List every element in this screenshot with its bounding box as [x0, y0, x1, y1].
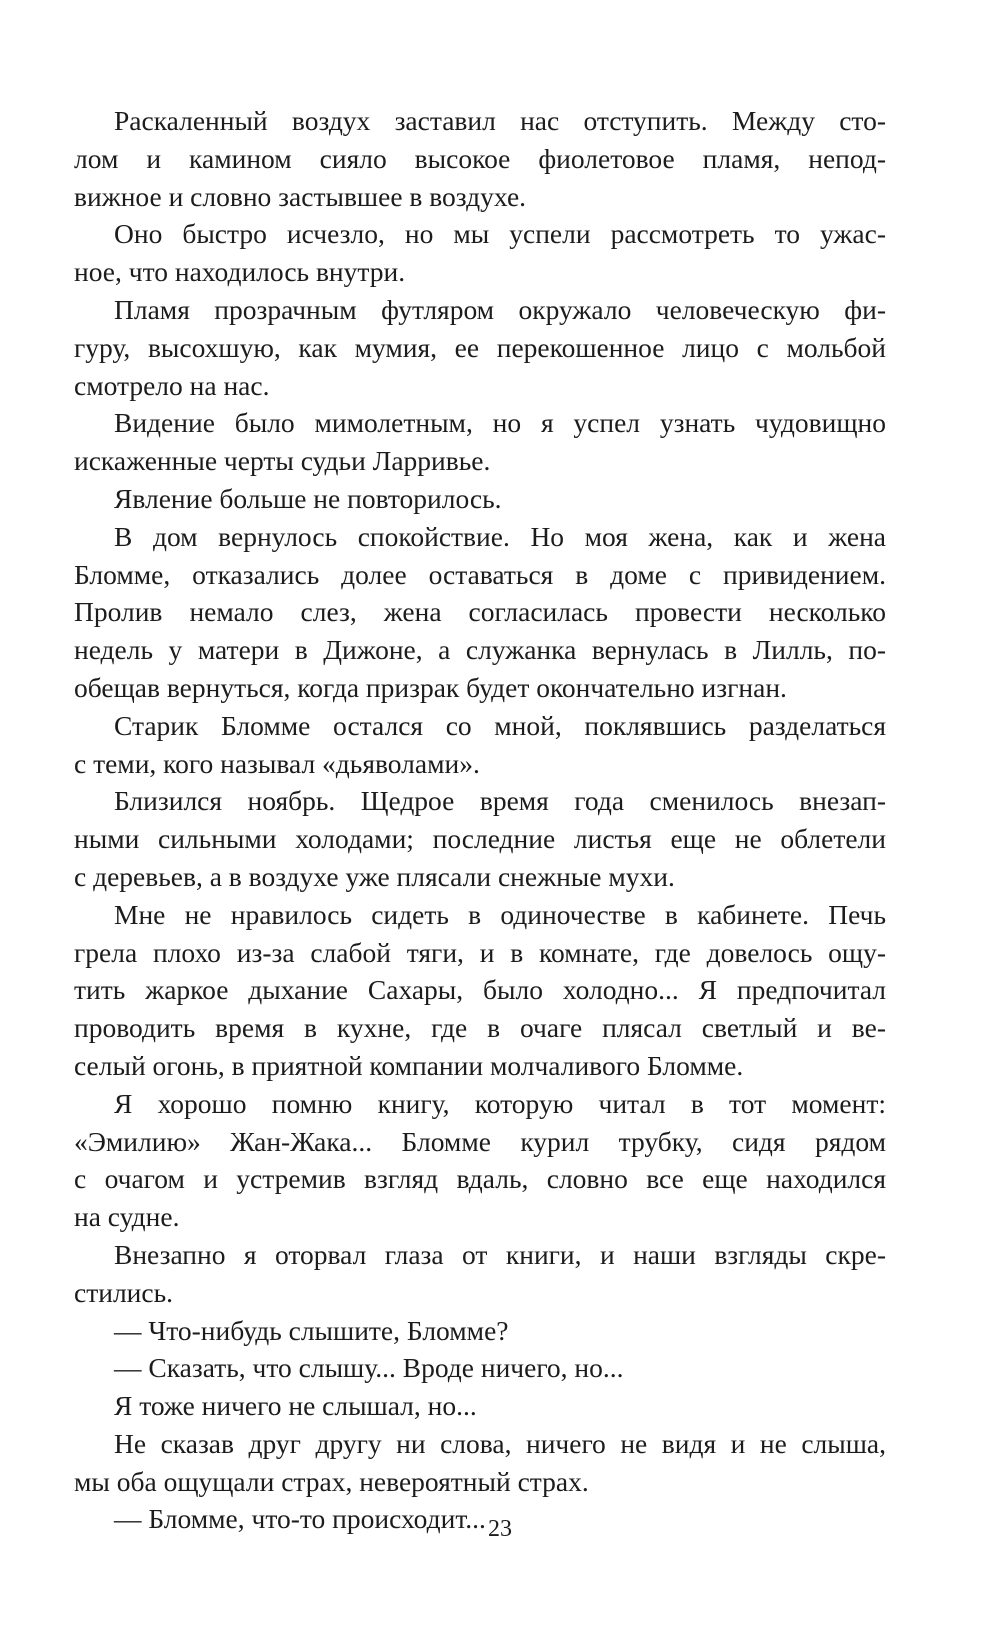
text-line: Я тоже ничего не слышал, но...	[114, 1390, 477, 1422]
text-line: Близился ноябрь. Щедрое время года сменилось внезап-	[114, 785, 886, 817]
text-line: Не сказав друг другу ни слова, ничего не видя и не слыша,	[114, 1427, 886, 1459]
text-line: Видение было мимолетным, но я успел узнать чудовищно	[114, 407, 886, 439]
text-line: смотрело на нас.	[74, 369, 270, 401]
text-line: Мне не нравилось сидеть в одиночестве в кабинете. Печь	[114, 898, 886, 930]
text-line: Пролив немало слез, жена согласилась провести несколько	[74, 596, 886, 628]
page-number: 23	[488, 1516, 512, 1542]
text-line: лом и камином сияло высокое фиолетовое пламя, непод-	[74, 142, 886, 174]
text-line: стились.	[74, 1276, 174, 1308]
text-line: Раскаленный воздух заставил нас отступить. Между сто-	[114, 105, 886, 136]
text-line: Явление больше не повторилось.	[114, 482, 502, 514]
text-line: Внезапно я оторвал глаза от книги, и наши взгляды скре-	[114, 1238, 886, 1270]
text-line: Бломме, отказались долее оставаться в доме с привидением.	[74, 558, 886, 590]
text-line: недель у матери в Дижоне, а служанка вернулась в Лилль, по-	[74, 634, 886, 666]
text-line: проводить время в кухне, где в очаге плясал светлый и ве-	[74, 1012, 886, 1044]
text-line: — Бломме, что-то происходит...	[114, 1503, 486, 1535]
text-line: Старик Бломме остался со мной, поклявшись разделаться	[114, 709, 886, 741]
text-line: с деревьев, а в воздухе уже плясали снежные мухи.	[74, 860, 675, 892]
text-line: — Что-нибудь слышите, Бломме?	[114, 1314, 509, 1346]
text-line: вижное и словно застывшее в воздухе.	[74, 180, 527, 212]
text-line: Пламя прозрачным футляром окружало человеческую фи-	[114, 293, 886, 325]
text-line: гуру, высохшую, как мумия, ее перекошенное лицо с мольбой	[74, 331, 886, 363]
text-line: с теми, кого называл «дьяволами».	[74, 747, 480, 779]
text-line: тить жаркое дыхание Сахары, было холодно... Я предпочитал	[74, 974, 886, 1006]
page-text	[74, 102, 886, 1538]
text-line: Я хорошо помню книгу, которую читал в тот момент:	[114, 1087, 886, 1119]
text-line: «Эмилию» Жан-Жака... Бломме курил трубку, сидя рядом	[74, 1125, 886, 1157]
text-line: на судне.	[74, 1201, 180, 1233]
text-line: мы оба ощущали страх, невероятный страх.	[74, 1465, 589, 1497]
text-line: ное, что находилось внутри.	[74, 256, 406, 288]
text-line: селый огонь, в приятной компании молчаливого Бломме.	[74, 1049, 744, 1081]
text-line: с очагом и устремив взгляд вдаль, словно все еще находился	[74, 1163, 886, 1195]
text-line: грела плохо из-за слабой тяги, и в комнате, где довелось ощу-	[74, 936, 886, 968]
text-line: искаженные черты судьи Ларривье.	[74, 445, 491, 477]
text-line: В дом вернулось спокойствие. Но моя жена, как и жена	[114, 520, 886, 552]
text-line: Оно быстро исчезло, но мы успели рассмотреть то ужас-	[114, 218, 886, 250]
text-line: — Сказать, что слышу... Вроде ничего, но...	[114, 1352, 624, 1384]
text-line: обещав вернуться, когда призрак будет окончательно изгнан.	[74, 671, 787, 703]
text-line: ными сильными холодами; последние листья еще не облетели	[74, 823, 886, 855]
